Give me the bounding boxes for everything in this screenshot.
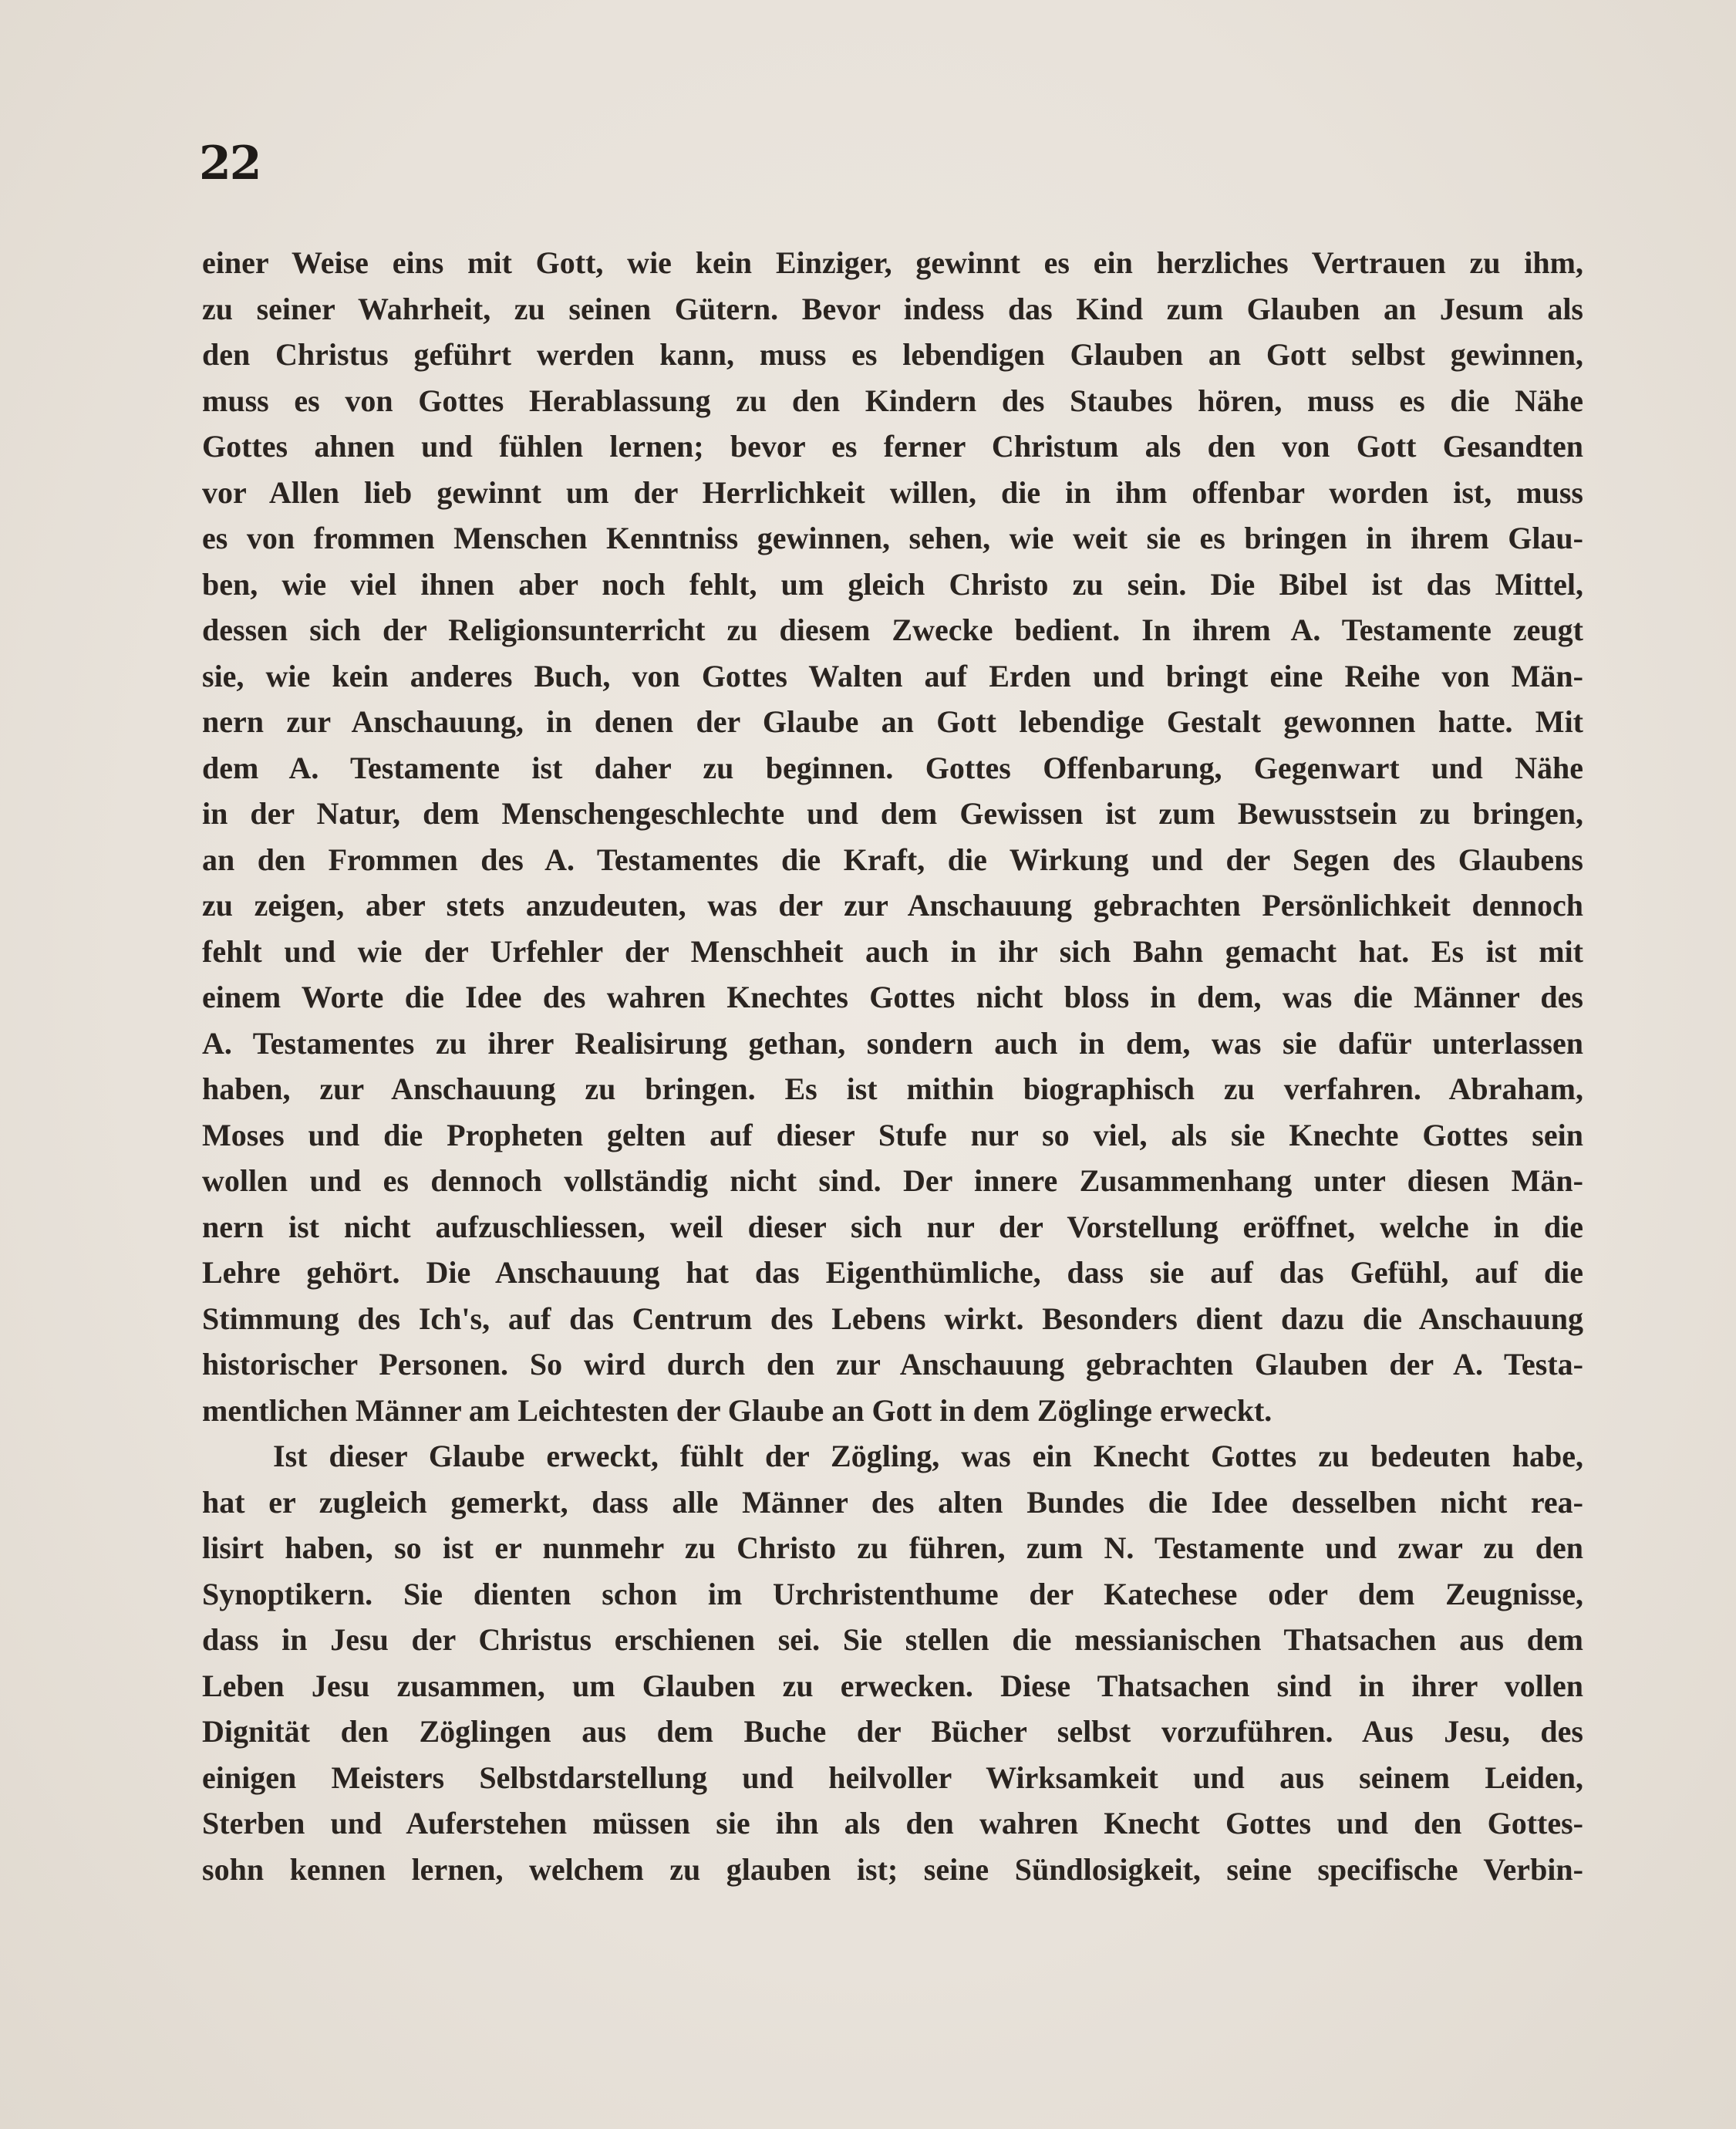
text-line: Synoptikern. Sie dienten schon im Urchristenthume der Katechese oder dem Zeugnisse,: [202, 1576, 1583, 1611]
text-line: Lehre gehört. Die Anschauung hat das Eigenthümliche, dass sie auf das Gefühl, auf die: [202, 1255, 1583, 1290]
text-line: Moses und die Propheten gelten auf dieser Stufe nur so viel, als sie Knechte Gottes sein: [202, 1117, 1583, 1152]
text-line: sohn kennen lernen, welchem zu glauben ist; seine Sündlosigkeit, seine specifische Verbin-: [202, 1851, 1583, 1887]
text-line: dass in Jesu der Christus erschienen sei. Sie stellen die messianischen Thatsachen aus dem: [202, 1622, 1583, 1657]
text-line: nern ist nicht aufzuschliessen, weil dieser sich nur der Vorstellung eröffnet, welche in die: [202, 1209, 1583, 1244]
text-line: mentlichen Männer am Leichtesten der Glaube an Gott in dem Zöglinge erweckt.: [202, 1392, 1273, 1428]
text-line: muss es von Gottes Herablassung zu den Kindern des Staubes hören, muss es die Nähe: [202, 383, 1583, 418]
text-line: A. Testamentes zu ihrer Realisirung gethan, sondern auch in dem, was sie dafür unterlassen: [202, 1025, 1583, 1061]
body-text: [202, 240, 1583, 1892]
text-line: Gottes ahnen und fühlen lernen; bevor es ferner Christum als den von Gott Gesandten: [202, 429, 1583, 464]
text-line: zu zeigen, aber stets anzudeuten, was der zur Anschauung gebrachten Persönlichkeit dennoch: [202, 888, 1583, 923]
text-line: einigen Meisters Selbstdarstellung und heilvoller Wirksamkeit und aus seinem Leiden,: [202, 1760, 1583, 1795]
text-line: sie, wie kein anderes Buch, von Gottes Walten auf Erden und bringt eine Reihe von Män-: [202, 658, 1583, 693]
text-line: vor Allen lieb gewinnt um der Herrlichkeit willen, die in ihm offenbar worden ist, muss: [202, 474, 1583, 510]
text-line: den Christus geführt werden kann, muss es lebendigen Glauben an Gott selbst gewinnen,: [202, 337, 1583, 372]
text-line: dem A. Testamente ist daher zu beginnen. Gottes Offenbarung, Gegenwart und Nähe: [202, 750, 1583, 785]
text-line: an den Frommen des A. Testamentes die Kraft, die Wirkung und der Segen des Glaubens: [202, 842, 1583, 877]
text-line: Sterben und Auferstehen müssen sie ihn als den wahren Knecht Gottes und den Gottes-: [202, 1806, 1583, 1841]
page-number: 22: [199, 137, 261, 191]
text-line: einem Worte die Idee des wahren Knechtes Gottes nicht bloss in dem, was die Männer des: [202, 980, 1583, 1014]
text-line: Leben Jesu zusammen, um Glauben zu erwecken. Diese Thatsachen sind in ihrer vollen: [202, 1668, 1583, 1703]
text-line: dessen sich der Religionsunterricht zu diesem Zwecke bedient. In ihrem A. Testamente zeugt: [202, 612, 1583, 647]
text-line: nern zur Anschauung, in denen der Glaube an Gott lebendige Gestalt gewonnen hatte. Mit: [202, 704, 1583, 739]
text-line: zu seiner Wahrheit, zu seinen Gütern. Bevor indess das Kind zum Glauben an Jesum als: [202, 291, 1583, 326]
text-line: Dignität den Zöglingen aus dem Buche der Bücher selbst vorzuführen. Aus Jesu, des: [202, 1714, 1583, 1749]
text-line: einer Weise eins mit Gott, wie kein Einziger, gewinnt es ein herzliches Vertrauen zu ihm,: [202, 245, 1583, 280]
text-line: haben, zur Anschauung zu bringen. Es ist mithin biographisch zu verfahren. Abraham,: [202, 1071, 1583, 1106]
text-line: historischer Personen. So wird durch den zur Anschauung gebrachten Glauben der A. Testa-: [202, 1347, 1583, 1382]
text-line: lisirt haben, so ist er nunmehr zu Christo zu führen, zum N. Testamente und zwar zu den: [202, 1530, 1583, 1565]
text-line: hat er zugleich gemerkt, dass alle Männer des alten Bundes die Idee desselben nicht rea-: [202, 1484, 1583, 1520]
text-line: fehlt und wie der Urfehler der Menschheit auch in ihr sich Bahn gemacht hat. Es ist mit: [202, 933, 1583, 969]
text-line: Stimmung des Ich's, auf das Centrum des Lebens wirkt. Besonders dient dazu die Anschauung: [202, 1301, 1583, 1336]
text-line: wollen und es dennoch vollständig nicht sind. Der innere Zusammenhang unter diesen Män-: [202, 1163, 1583, 1198]
text-line: Ist dieser Glaube erweckt, fühlt der Zögling, was ein Knecht Gottes zu bedeuten habe,: [273, 1439, 1583, 1473]
text-line: es von frommen Menschen Kenntniss gewinnen, sehen, wie weit sie es bringen in ihrem Glau-: [202, 521, 1583, 555]
text-line: ben, wie viel ihnen aber noch fehlt, um gleich Christo zu sein. Die Bibel ist das Mittel,: [202, 566, 1583, 602]
text-line: in der Natur, dem Menschengeschlechte und dem Gewissen ist zum Bewusstsein zu bringen,: [202, 796, 1583, 831]
